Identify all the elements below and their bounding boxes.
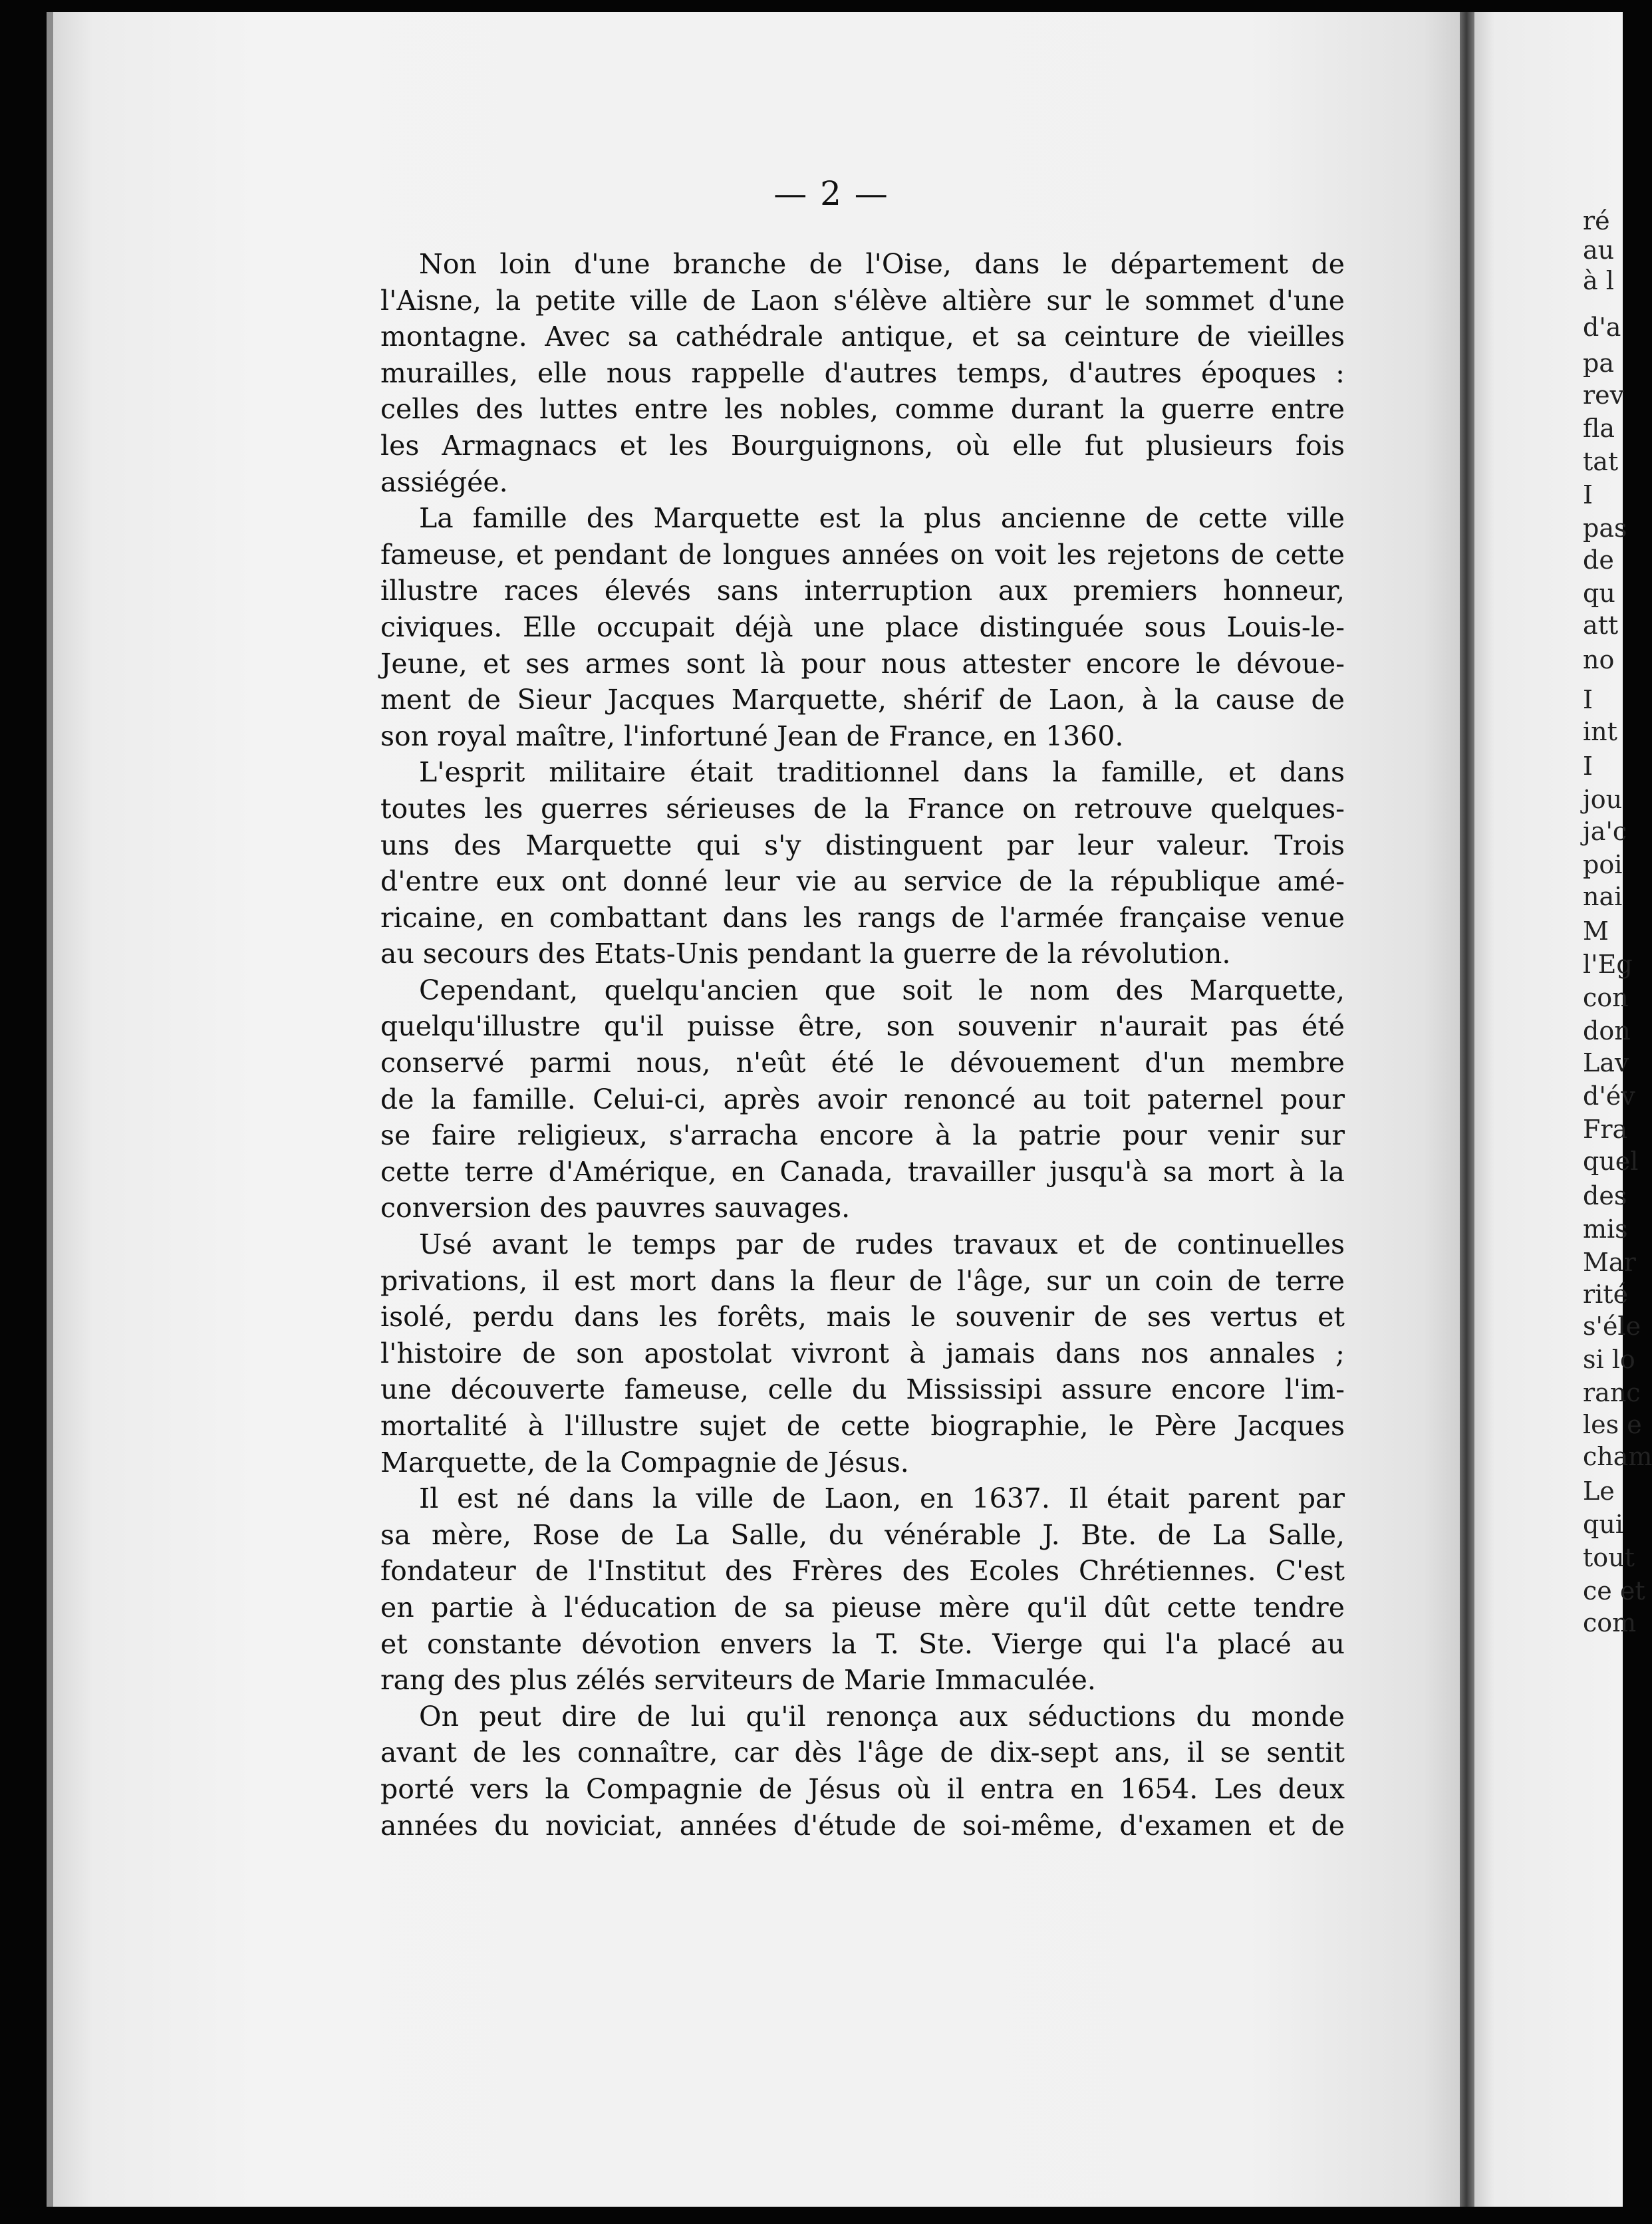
- text-line: ricaine, en combattant dans les rangs de l'armée française venue: [380, 901, 1345, 934]
- facing-page-fragment: nai: [1583, 882, 1623, 911]
- facing-page-fragment: d'év: [1583, 1081, 1635, 1111]
- facing-page-fragment: ja'c: [1583, 817, 1627, 846]
- text-line: sa mère, Rose de La Salle, du vénérable J. Bte. de La Salle,: [380, 1518, 1345, 1551]
- paragraph: [380, 972, 1345, 1226]
- text-line: années du noviciat, années d'étude de soi-même, d'examen et de: [380, 1809, 1345, 1842]
- facing-page-fragment: poi: [1583, 850, 1623, 879]
- text-line: ment de Sieur Jacques Marquette, shérif de Laon, à la cause de: [380, 684, 1345, 716]
- text-line: se faire religieux, s'arracha encore à la patrie pour venir sur: [380, 1119, 1345, 1152]
- text-line: On peut dire de lui qu'il renonça aux séductions du monde: [419, 1700, 1345, 1733]
- facing-page-fragment: Le: [1583, 1476, 1615, 1506]
- facing-page-fragment: cham: [1583, 1442, 1652, 1471]
- facing-page-fragment: con: [1583, 983, 1629, 1012]
- facing-page-fragment: Fra: [1583, 1115, 1628, 1144]
- facing-page-fragment: Mar: [1583, 1248, 1636, 1277]
- facing-page-fragment: fla: [1583, 414, 1615, 443]
- facing-page-fragment: ce et: [1583, 1576, 1645, 1605]
- text-line: porté vers la Compagnie de Jésus où il entra en 1654. Les deux: [380, 1772, 1345, 1805]
- facing-page-fragment: I: [1583, 685, 1593, 714]
- text-line: d'entre eux ont donné leur vie au service de la république amé-: [380, 865, 1345, 898]
- facing-page-fragment: s'éle: [1583, 1312, 1641, 1341]
- facing-page-fragment: ré: [1583, 206, 1610, 235]
- text-line: l'histoire de son apostolat vivront à jamais dans nos annales ;: [380, 1337, 1345, 1369]
- facing-page-fragment: tat: [1583, 447, 1619, 476]
- text-line: illustre races élevés sans interruption aux premiers honneur,: [380, 575, 1345, 607]
- facing-page-fragment: rité: [1583, 1280, 1629, 1309]
- facing-page-fragment: I: [1583, 752, 1593, 781]
- facing-page-fragment: jou: [1583, 785, 1623, 814]
- text-line: Marquette, de la Compagnie de Jésus.: [380, 1446, 909, 1478]
- facing-page-fragment: rev: [1583, 380, 1625, 410]
- text-line: Cependant, quelqu'ancien que soit le nom des Marquette,: [419, 974, 1345, 1006]
- text-line: l'Aisne, la petite ville de Laon s'élève altière sur le sommet d'une: [380, 284, 1345, 317]
- text-line: assiégée.: [380, 466, 508, 498]
- facing-page-fragment: pas: [1583, 513, 1627, 543]
- text-line: celles des luttes entre les nobles, comme durant la guerre entre: [380, 393, 1345, 426]
- body-text: [380, 246, 1345, 1844]
- facing-page-fragment: M: [1583, 916, 1609, 946]
- text-line: Il est né dans la ville de Laon, en 1637. Il était parent par: [419, 1482, 1345, 1515]
- text-line: en partie à l'éducation de sa pieuse mère qu'il dût cette tendre: [380, 1591, 1345, 1623]
- paragraph: [380, 1480, 1345, 1699]
- paragraph: [380, 1699, 1345, 1844]
- facing-page-fragment: don: [1583, 1016, 1631, 1045]
- facing-page-fragment: de: [1583, 545, 1614, 575]
- text-line: une découverte fameuse, celle du Mississipi assure encore l'im-: [380, 1373, 1345, 1406]
- facing-page-fragment: si lo: [1583, 1345, 1635, 1374]
- text-line: rang des plus zélés serviteurs de Marie Immaculée.: [380, 1664, 1096, 1697]
- facing-page-fragment: com: [1583, 1608, 1637, 1637]
- facing-page-fragment: tout: [1583, 1543, 1635, 1572]
- paragraph: [380, 246, 1345, 500]
- text-line: son royal maître, l'infortuné Jean de France, en 1360.: [380, 720, 1124, 752]
- text-line: Jeune, et ses armes sont là pour nous attester encore le dévoue-: [380, 647, 1345, 680]
- facing-page-fragment: les e: [1583, 1410, 1642, 1439]
- facing-page-fragment: d'a: [1583, 313, 1621, 342]
- facing-page-fragment: att: [1583, 611, 1619, 640]
- facing-page-fragment: à l: [1583, 266, 1614, 295]
- facing-page-fragment: qui: [1583, 1510, 1623, 1539]
- page-number: — 2 —: [773, 174, 889, 213]
- text-line: Usé avant le temps par de rudes travaux et de continuelles: [419, 1228, 1345, 1261]
- text-line: et constante dévotion envers la T. Ste. Vierge qui l'a placé au: [380, 1627, 1345, 1660]
- text-line: cette terre d'Amérique, en Canada, travailler jusqu'à sa mort à la: [380, 1155, 1345, 1188]
- text-line: avant de les connaître, car dès l'âge de dix-sept ans, il se sentit: [380, 1737, 1345, 1769]
- text-line: conservé parmi nous, n'eût été le dévouement d'un membre: [380, 1047, 1345, 1079]
- text-line: murailles, elle nous rappelle d'autres temps, d'autres époques :: [380, 356, 1345, 389]
- text-line: toutes les guerres sérieuses de la France on retrouve quelques-: [380, 792, 1345, 825]
- text-line: privations, il est mort dans la fleur de l'âge, sur un coin de terre: [380, 1264, 1345, 1297]
- facing-page-fragment: des: [1583, 1181, 1627, 1210]
- facing-page-fragment: quel: [1583, 1147, 1639, 1176]
- facing-page-fragment: au: [1583, 235, 1615, 265]
- text-line: au secours des Etats-Unis pendant la guerre de la révolution.: [380, 938, 1231, 970]
- text-line: mortalité à l'illustre sujet de cette biographie, le Père Jacques: [380, 1410, 1345, 1442]
- text-line: de la famille. Celui-ci, après avoir renoncé au toit paternel pour: [380, 1083, 1345, 1115]
- text-line: Non loin d'une branche de l'Oise, dans le département de: [419, 248, 1345, 280]
- facing-page-fragment: I: [1583, 480, 1593, 509]
- text-line: La famille des Marquette est la plus ancienne de cette ville: [419, 502, 1345, 535]
- paragraph: [380, 1226, 1345, 1480]
- facing-page-fragment: int: [1583, 717, 1617, 746]
- text-line: L'esprit militaire était traditionnel dans la famille, et dans: [419, 756, 1345, 789]
- text-line: isolé, perdu dans les forêts, mais le souvenir de ses vertus et: [380, 1301, 1345, 1333]
- facing-page-fragment: ranc: [1583, 1378, 1641, 1407]
- text-line: civiques. Elle occupait déjà une place distinguée sous Louis-le-: [380, 611, 1345, 643]
- facing-page-fragment: pa: [1583, 348, 1614, 378]
- facing-page-fragment: mis: [1583, 1214, 1628, 1244]
- text-line: fondateur de l'Institut des Frères des Ecoles Chrétiennes. C'est: [380, 1555, 1345, 1588]
- paragraph: [380, 754, 1345, 972]
- facing-page-fragment: no: [1583, 645, 1615, 674]
- facing-page-fragment: Lav: [1583, 1048, 1629, 1077]
- text-line: conversion des pauvres sauvages.: [380, 1192, 851, 1224]
- facing-page-fragment: l'Eg: [1583, 950, 1633, 979]
- text-line: uns des Marquette qui s'y distinguent par leur valeur. Trois: [380, 829, 1345, 861]
- text-line: fameuse, et pendant de longues années on voit les rejetons de cette: [380, 538, 1345, 571]
- facing-page-fragment: qu: [1583, 579, 1615, 608]
- page-gutter: [1460, 12, 1474, 2207]
- text-line: quelqu'illustre qu'il puisse être, son souvenir n'aurait pas été: [380, 1010, 1345, 1043]
- text-line: les Armagnacs et les Bourguignons, où elle fut plusieurs fois: [380, 429, 1345, 462]
- paragraph: [380, 500, 1345, 754]
- text-line: montagne. Avec sa cathédrale antique, et sa ceinture de vieilles: [380, 321, 1345, 353]
